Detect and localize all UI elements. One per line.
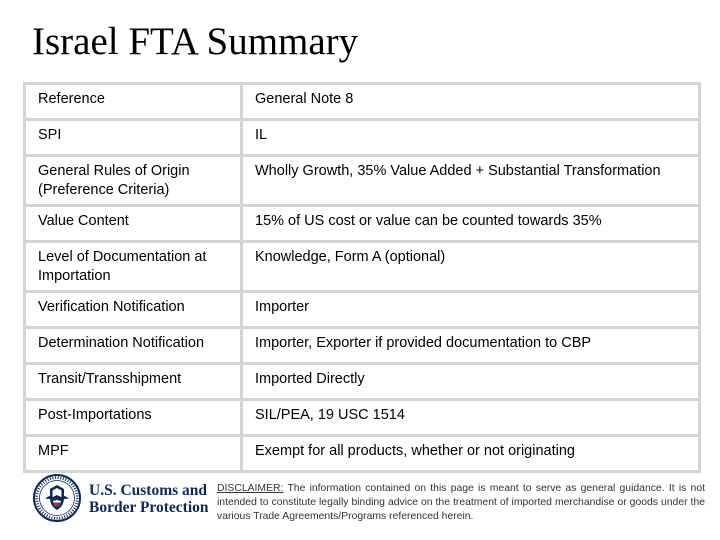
table-row [25,364,700,400]
row-value: Knowledge, Form A (optional) [242,242,700,292]
row-label: Post-Importations [25,400,242,436]
table-row [25,84,700,120]
cbp-seal-icon [33,474,81,522]
row-label: General Rules of Origin (Preference Criteria) [25,156,242,206]
page-title: Israel FTA Summary [32,20,359,63]
row-label: Determination Notification [25,328,242,364]
disclaimer [217,482,705,524]
table-row [25,242,700,292]
row-value: Importer [242,292,700,328]
row-value: Imported Directly [242,364,700,400]
row-label: Level of Documentation at Importation [25,242,242,292]
row-value: 15% of US cost or value can be counted towards 35% [242,206,700,242]
row-label: Transit/Transshipment [25,364,242,400]
fta-summary-table-body [25,84,700,472]
table-row [25,156,700,206]
row-value: Importer, Exporter if provided documentation to CBP [242,328,700,364]
row-label: Value Content [25,206,242,242]
row-value: General Note 8 [242,84,700,120]
row-label: SPI [25,120,242,156]
row-value: Exempt for all products, whether or not originating [242,436,700,472]
disclaimer-label: DISCLAIMER: [217,483,284,494]
fta-summary-table [23,82,701,473]
row-value: SIL/PEA, 19 USC 1514 [242,400,700,436]
table-row [25,400,700,436]
row-label: Verification Notification [25,292,242,328]
table-row [25,292,700,328]
table-row [25,206,700,242]
cbp-logo-line2: Border Protection [89,499,209,516]
disclaimer-text: The information contained on this page is meant to serve as general guidance. It is not intended to constitute legally binding advice on the treatment of imported merchandise or goods under the various Trade Agreements/Programs referenced herein. [217,483,705,522]
cbp-logo-line1: U.S. Customs and [89,482,208,499]
row-value: IL [242,120,700,156]
row-label: Reference [25,84,242,120]
cbp-logo [33,474,213,526]
row-label: MPF [25,436,242,472]
table-row [25,120,700,156]
row-value: Wholly Growth, 35% Value Added + Substantial Transformation [242,156,700,206]
table-row [25,436,700,472]
table-row [25,328,700,364]
cbp-logo-text [89,482,209,516]
